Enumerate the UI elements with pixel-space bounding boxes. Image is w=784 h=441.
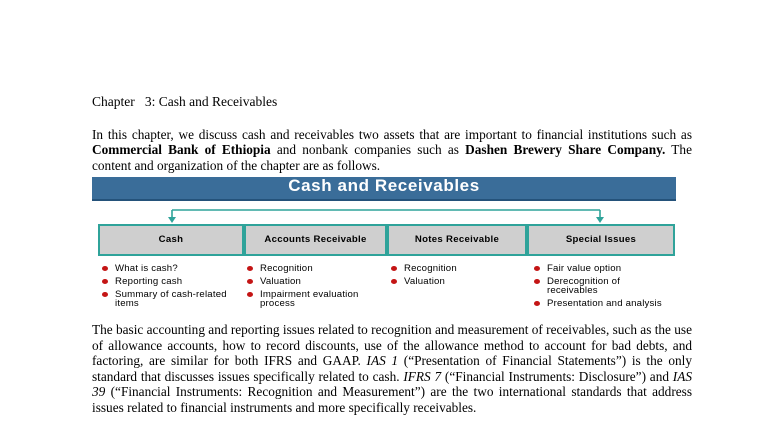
bullet-icon	[247, 266, 253, 271]
body-text-2: (“Presentation of Financial Statements”) is the only standard that discusses issues specifically related to cash.	[92, 353, 692, 384]
chapter-organization-chart	[92, 176, 676, 314]
arrow-down-icon	[596, 217, 604, 223]
notes-receivable-bullets	[389, 264, 532, 290]
list-item	[100, 290, 233, 308]
list-item	[245, 290, 370, 308]
list-item	[532, 264, 675, 273]
chart-title: Cash and Receivables	[288, 176, 480, 195]
list-item	[100, 277, 243, 286]
intro-org-2: Dashen Brewery Share Company.	[465, 142, 666, 158]
list-item	[245, 277, 388, 286]
body-text-1: The basic accounting and reporting issues related to recognition and measurement of receivables, such as the use of allowance accounts, how to record discounts, use of the allowance method to account for bad debts, and factoring, are similar for both IFRS and GAAP.	[92, 322, 692, 368]
chapter-heading	[92, 94, 277, 110]
intro-org-1: Commercial Bank of Ethiopia	[92, 142, 271, 158]
special-issues-bullets	[532, 264, 675, 312]
standard-ias39: IAS 39	[92, 368, 692, 399]
chart-banner	[92, 177, 676, 201]
list-item-text: Derecognition of receivables	[547, 276, 621, 296]
accounts-receivable-bullets	[245, 264, 388, 312]
standard-ias1: IAS 1	[366, 353, 399, 368]
bullet-icon	[102, 279, 108, 284]
bullet-icon	[102, 266, 108, 271]
column-accounts-receivable: Accounts Receivable	[244, 224, 387, 256]
list-item	[389, 277, 532, 286]
bullet-icon	[247, 279, 253, 284]
body-text-4: (“Financial Instruments: Recognition and Measurement”) are the two international standards that address issues related to financial instruments and more specifically receivables.	[92, 384, 692, 415]
intro-text-2: and nonbank companies such as	[270, 142, 466, 158]
list-item	[532, 299, 662, 308]
list-item-text: Recognition	[260, 263, 313, 274]
list-item	[532, 277, 657, 295]
body-text-3: (“Financial Instruments: Disclosure”) and	[441, 368, 673, 384]
list-item-text: Summary of cash-related items	[115, 289, 227, 309]
connector-lines	[92, 200, 676, 224]
chapter-number: Chapter 3	[92, 94, 152, 109]
list-item	[245, 264, 388, 273]
intro-paragraph	[92, 127, 692, 173]
bullet-icon	[102, 292, 108, 297]
column-cash: Cash	[98, 224, 244, 256]
bullet-icon	[534, 301, 540, 306]
list-item-text: Valuation	[404, 276, 446, 287]
bullet-icon	[534, 266, 540, 271]
list-item-text: Recognition	[404, 263, 457, 274]
intro-text-1: In this chapter, we discuss cash and receivables two assets that are important to financial institutions such as	[92, 127, 692, 142]
list-item-text: Fair value option	[547, 263, 622, 274]
standard-ifrs7: IFRS 7	[403, 368, 442, 384]
list-item	[389, 264, 532, 273]
bullet-icon	[534, 279, 540, 284]
bullet-icon	[247, 292, 253, 297]
cash-bullets	[100, 264, 243, 312]
list-item-text: What is cash?	[115, 263, 178, 274]
column-notes-receivable: Notes Receivable	[387, 224, 527, 256]
arrow-down-icon	[168, 217, 176, 223]
column-special-issues: Special Issues	[527, 224, 675, 256]
list-item-text: Presentation and analysis	[547, 298, 662, 309]
list-item-text: Reporting cash	[115, 276, 183, 287]
chapter-title: : Cash and Receivables	[151, 94, 278, 109]
intro-text-3: The content and organization of the chapter are as follows.	[92, 142, 692, 173]
list-item-text: Valuation	[260, 276, 302, 287]
list-item-text: Impairment evaluation process	[260, 289, 359, 309]
bullet-icon	[391, 279, 397, 284]
list-item	[100, 264, 243, 273]
body-paragraph	[92, 322, 692, 415]
bullet-icon	[391, 266, 397, 271]
